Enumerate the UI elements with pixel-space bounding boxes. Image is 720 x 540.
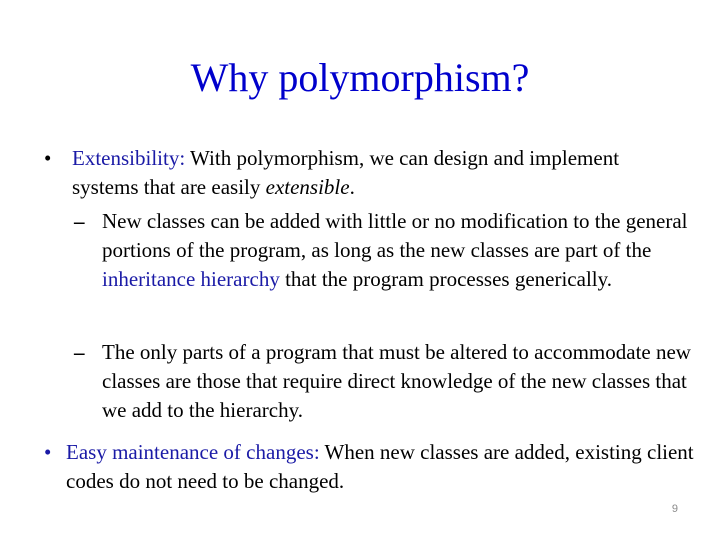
bullet-marker: • bbox=[44, 146, 52, 170]
page-number: 9 bbox=[671, 503, 678, 515]
bullet-italic: extensible bbox=[265, 175, 350, 199]
bullet-term-colon: : bbox=[313, 440, 320, 464]
bullet-text bbox=[72, 144, 684, 202]
bullet-text bbox=[66, 438, 694, 496]
bullet-term: Extensibility bbox=[72, 146, 180, 170]
bullet-extensibility bbox=[44, 144, 684, 202]
bullet-term-colon: : bbox=[179, 146, 186, 170]
slide-title: Why polymorphism? bbox=[190, 55, 530, 100]
bullet-body: When new classes are added, existing client codes do not need to be changed. bbox=[66, 440, 694, 493]
bullet-term: Easy maintenance of changes bbox=[66, 440, 314, 464]
subbullet-marker: – bbox=[74, 340, 85, 364]
bullet-marker: • bbox=[44, 440, 52, 464]
subbullet-new-classes bbox=[74, 207, 694, 294]
bullet-end: . bbox=[349, 175, 355, 199]
subbullet-text: The only parts of a program that must be altered to accommodate new classes are those that require direct knowledge of the new classes that we add to the hierarchy. bbox=[102, 340, 691, 422]
bullet-body: With polymorphism, we can design and implement systems that are easily bbox=[72, 146, 620, 199]
subbullet-end: that the program processes generically. bbox=[279, 267, 613, 291]
bullet-easy-maintenance bbox=[44, 438, 694, 496]
subbullet-body: New classes can be added with little or no modification to the general portions of the program, as long as the new classes are part of the bbox=[102, 209, 688, 262]
subbullet-marker: – bbox=[74, 209, 85, 233]
subbullet-only-parts bbox=[74, 338, 694, 425]
subbullet-highlight: inheritance hierarchy bbox=[102, 267, 280, 291]
subbullet-text bbox=[102, 207, 694, 294]
